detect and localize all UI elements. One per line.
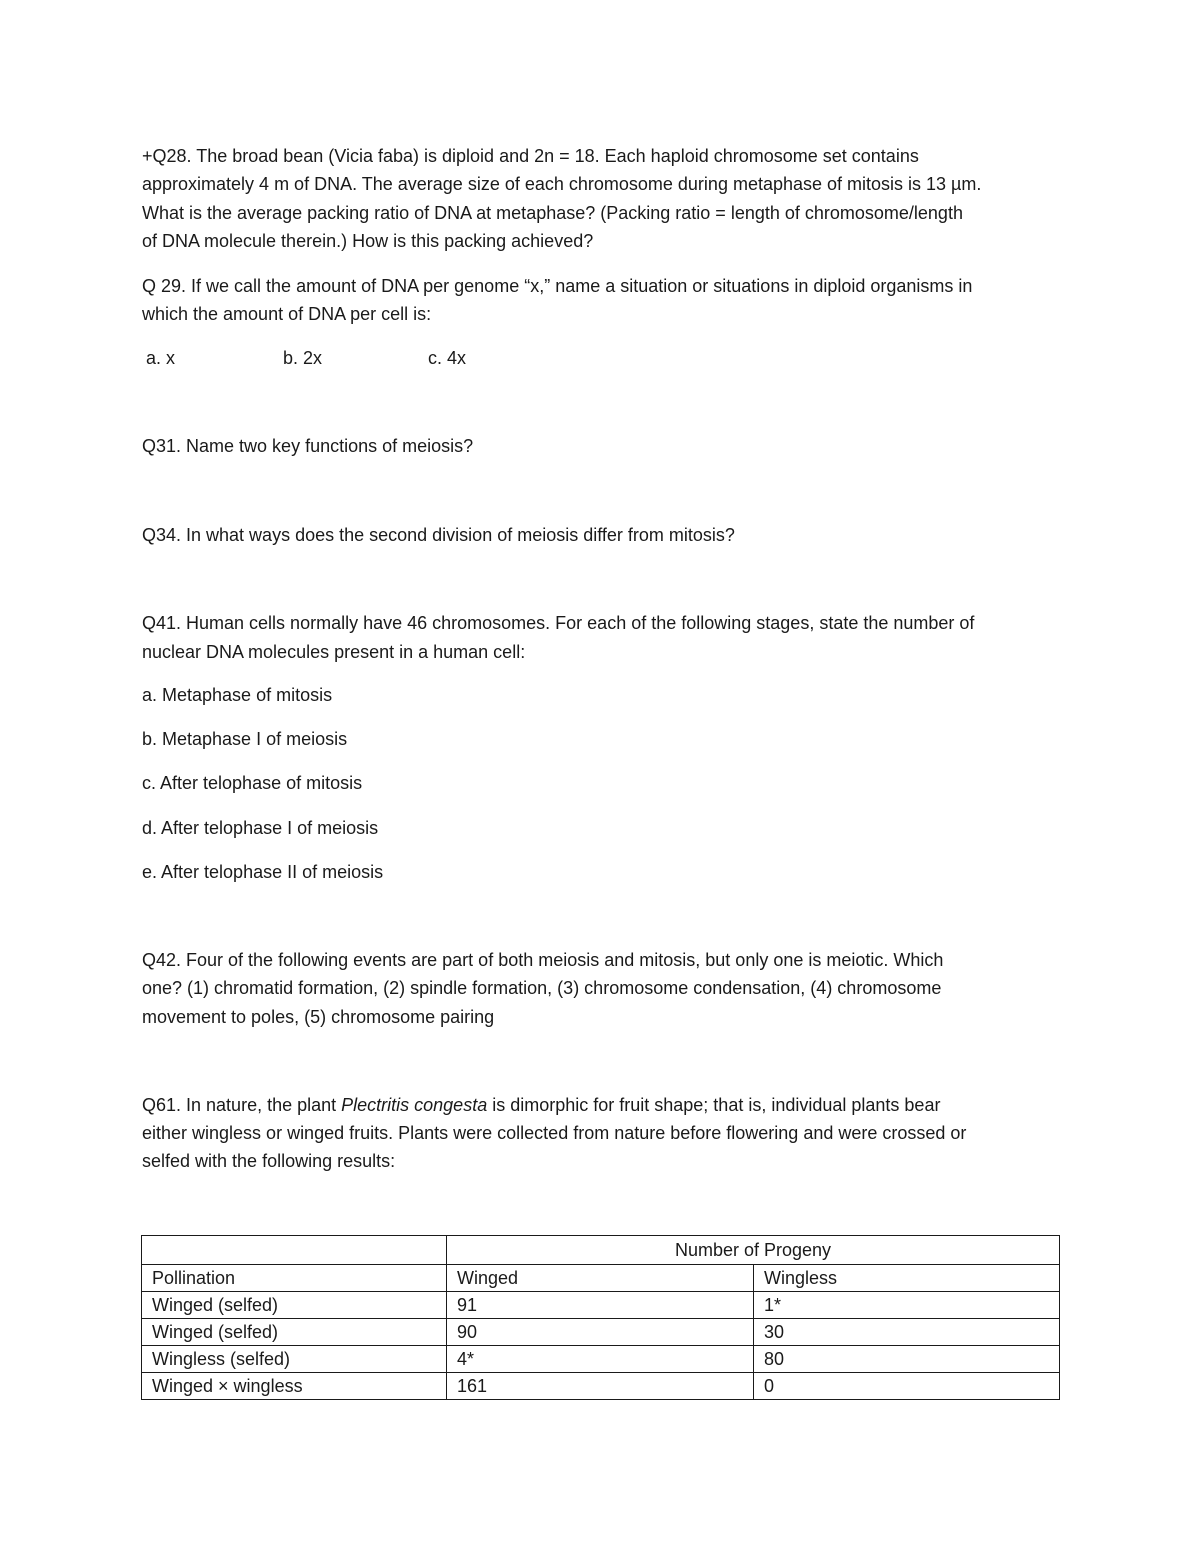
q41-item-e: e. After telophase II of meiosis bbox=[142, 862, 384, 882]
table-row bbox=[142, 1292, 1060, 1319]
table-cell-pollination: Wingless (selfed) bbox=[142, 1346, 447, 1373]
q41-line-2: nuclear DNA molecules present in a human cell: bbox=[142, 642, 526, 662]
table-group-header: Number of Progeny bbox=[447, 1236, 1060, 1265]
q42-line-1: Q42. Four of the following events are part of both meiosis and mitosis, but only one is meiotic. Which bbox=[142, 950, 944, 970]
table-group-header-row bbox=[142, 1236, 1060, 1265]
q42-line-2: one? (1) chromatid formation, (2) spindle formation, (3) chromosome condensation, (4) chromosome bbox=[142, 978, 942, 998]
q28-line-4: of DNA molecule therein.) How is this packing achieved? bbox=[142, 231, 594, 251]
table-cell-wingless: 30 bbox=[754, 1319, 1060, 1346]
q61-line-1-post: is dimorphic for fruit shape; that is, individual plants bear bbox=[487, 1095, 941, 1115]
table-cell-pollination: Winged × wingless bbox=[142, 1373, 447, 1400]
table-cell-pollination: Winged (selfed) bbox=[142, 1292, 447, 1319]
q61-line-1-pre: Q61. In nature, the plant bbox=[142, 1095, 342, 1115]
q29-option-c: c. 4x bbox=[428, 348, 467, 368]
q29-line-2: which the amount of DNA per cell is: bbox=[142, 304, 432, 324]
table-header-row bbox=[142, 1265, 1060, 1292]
table-cell-wingless: 80 bbox=[754, 1346, 1060, 1373]
q41-item-b: b. Metaphase I of meiosis bbox=[142, 729, 348, 749]
q41-item-a: a. Metaphase of mitosis bbox=[142, 685, 333, 705]
question-q34: Q34. In what ways does the second division of meiosis differ from mitosis? bbox=[142, 525, 735, 545]
table-cell-winged: 4* bbox=[447, 1346, 754, 1373]
table-row bbox=[142, 1319, 1060, 1346]
question-q31: Q31. Name two key functions of meiosis? bbox=[142, 436, 474, 456]
q61-line-1 bbox=[142, 1093, 940, 1117]
table-cell-pollination: Winged (selfed) bbox=[142, 1319, 447, 1346]
q61-line-3: selfed with the following results: bbox=[142, 1151, 396, 1171]
table-header-pollination: Pollination bbox=[142, 1265, 447, 1292]
table-cell-empty bbox=[142, 1236, 447, 1265]
table-header-winged: Winged bbox=[447, 1265, 754, 1292]
q41-item-c: c. After telophase of mitosis bbox=[142, 773, 363, 793]
q41-item-d: d. After telophase I of meiosis bbox=[142, 818, 379, 838]
q42-line-3: movement to poles, (5) chromosome pairing bbox=[142, 1007, 495, 1027]
table-cell-winged: 161 bbox=[447, 1373, 754, 1400]
table-header-wingless: Wingless bbox=[754, 1265, 1060, 1292]
q61-species-name: Plectritis congesta bbox=[341, 1095, 488, 1115]
q28-line-1: +Q28. The broad bean (Vicia faba) is diploid and 2n = 18. Each haploid chromosome set contains bbox=[142, 146, 919, 166]
progeny-table bbox=[141, 1235, 1060, 1400]
table-cell-wingless: 0 bbox=[754, 1373, 1060, 1400]
q28-line-3: What is the average packing ratio of DNA at metaphase? (Packing ratio = length of chromosome/length bbox=[142, 203, 963, 223]
table-row bbox=[142, 1346, 1060, 1373]
q28-line-2: approximately 4 m of DNA. The average size of each chromosome during metaphase of mitosis is 13 µm. bbox=[142, 174, 982, 194]
table-cell-winged: 91 bbox=[447, 1292, 754, 1319]
table-cell-winged: 90 bbox=[447, 1319, 754, 1346]
q41-line-1: Q41. Human cells normally have 46 chromosomes. For each of the following stages, state the number of bbox=[142, 613, 975, 633]
q29-line-1: Q 29. If we call the amount of DNA per genome “x,” name a situation or situations in diploid organisms in bbox=[142, 276, 973, 296]
q29-option-b: b. 2x bbox=[283, 348, 323, 368]
table-row bbox=[142, 1373, 1060, 1400]
table-cell-wingless: 1* bbox=[754, 1292, 1060, 1319]
q61-line-2: either wingless or winged fruits. Plants were collected from nature before flowering and were crossed or bbox=[142, 1123, 967, 1143]
q29-option-a: a. x bbox=[146, 348, 176, 368]
